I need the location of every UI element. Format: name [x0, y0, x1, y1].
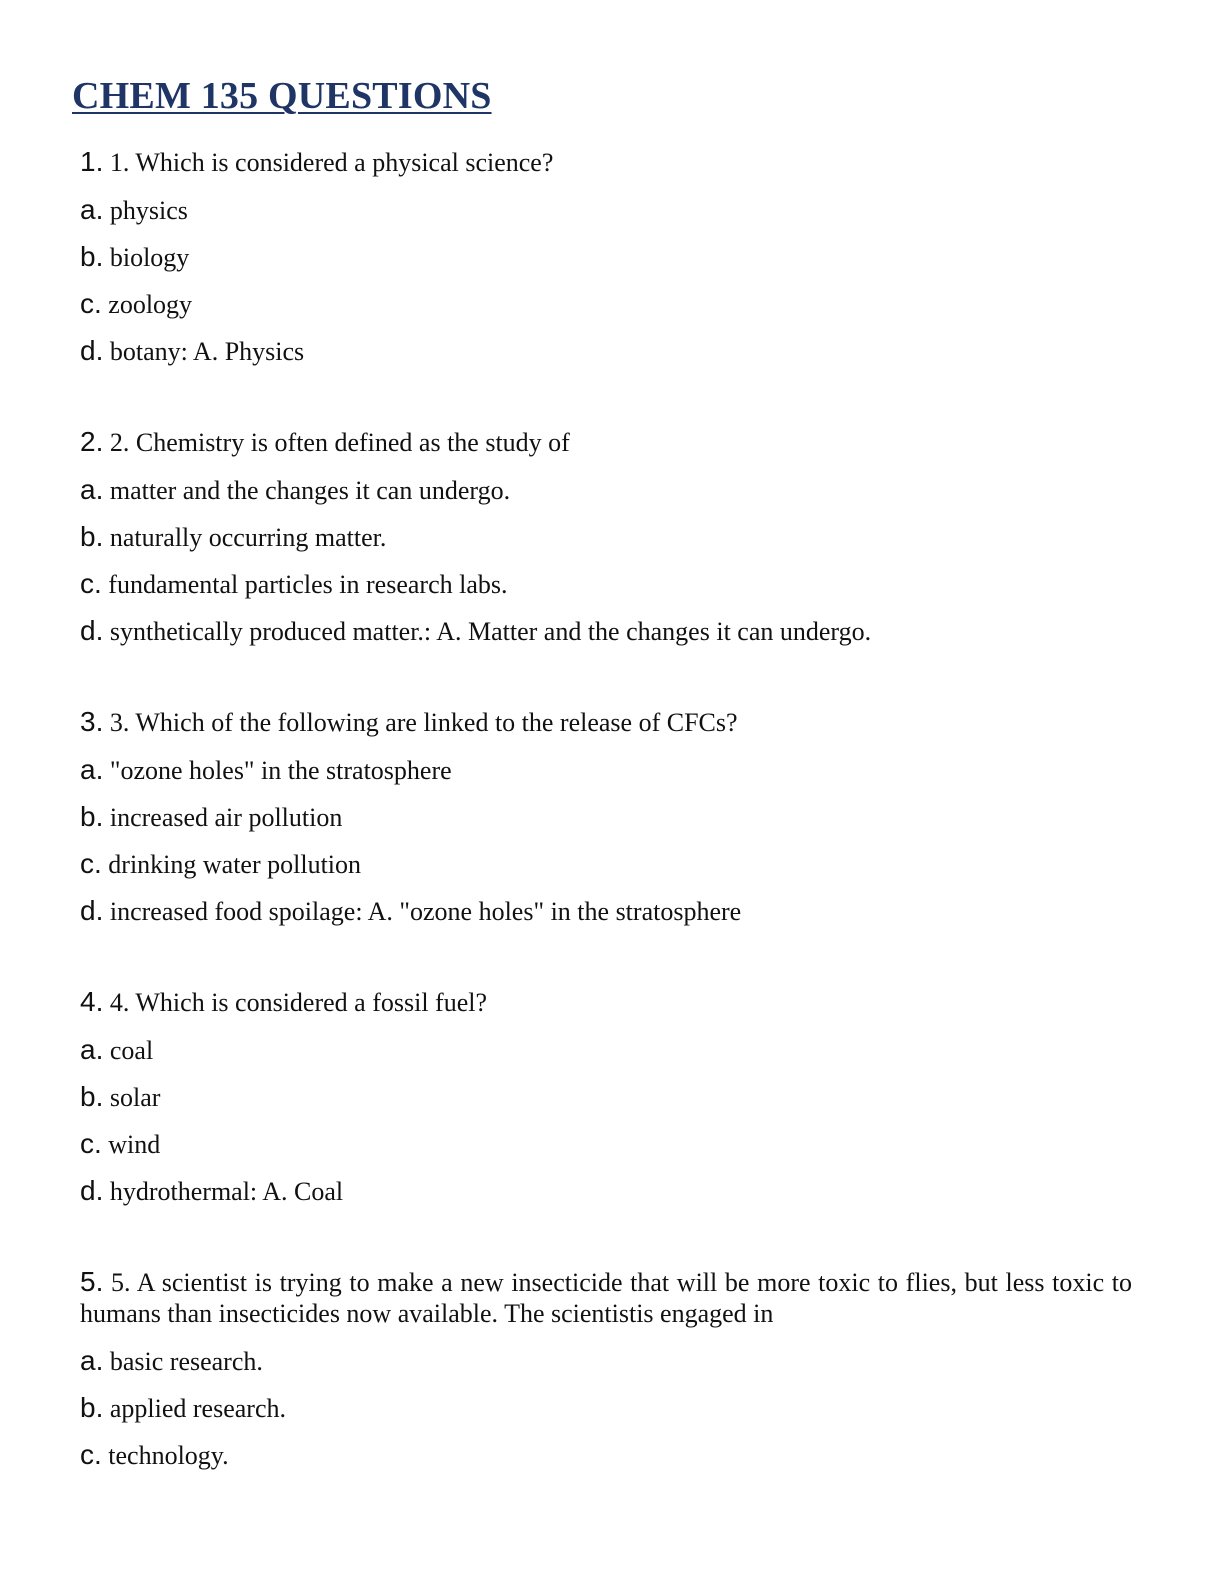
option-letter: a.: [80, 474, 104, 505]
question-text: [80, 1266, 1132, 1329]
option-letter: b.: [80, 241, 104, 272]
answer-option: [80, 1392, 1132, 1439]
option-letter: b.: [80, 1081, 104, 1112]
option-text: coal: [109, 1036, 154, 1065]
option-letter: a.: [80, 194, 104, 225]
option-letter: b.: [80, 1392, 104, 1423]
question-text: [80, 426, 1132, 458]
answer-option: [80, 895, 1132, 942]
question-block: [80, 1266, 1132, 1486]
question-stem: 1. Which is considered a physical science?: [109, 148, 554, 177]
question-text: [80, 146, 1132, 178]
option-text: zoology: [108, 290, 193, 319]
option-text: drinking water pollution: [108, 850, 362, 879]
option-letter: d.: [80, 335, 104, 366]
answer-option: [80, 288, 1132, 335]
option-letter: a.: [80, 754, 104, 785]
answer-option: [80, 474, 1132, 521]
option-text: increased food spoilage: A. "ozone holes" in the stratosphere: [109, 897, 742, 926]
answer-option: [80, 568, 1132, 615]
answer-option: [80, 1175, 1132, 1222]
option-text: hydrothermal: A. Coal: [109, 1177, 344, 1206]
option-letter: c.: [80, 288, 102, 319]
option-letter: b.: [80, 801, 104, 832]
question-block: [80, 986, 1132, 1222]
option-text: increased air pollution: [109, 803, 343, 832]
answer-option: [80, 848, 1132, 895]
question-text: [80, 706, 1132, 738]
option-text: synthetically produced matter.: A. Matter and the changes it can undergo.: [109, 617, 872, 646]
option-text: "ozone holes" in the stratosphere: [109, 756, 452, 785]
option-text: basic research.: [109, 1347, 263, 1376]
option-text: biology: [109, 243, 190, 272]
question-stem: 4. Which is considered a fossil fuel?: [109, 988, 487, 1017]
option-text: technology.: [108, 1441, 229, 1470]
answer-option: [80, 194, 1132, 241]
option-letter: d.: [80, 615, 104, 646]
option-text: physics: [109, 196, 188, 225]
option-text: matter and the changes it can undergo.: [109, 476, 511, 505]
page-title: CHEM 135 QUESTIONS: [72, 75, 492, 117]
question-number: 2.: [80, 426, 104, 457]
answer-option: [80, 241, 1132, 288]
question-stem: 5. A scientist is trying to make a new insecticide that will be more toxic to flies, but less toxic to humans than insecticides now available. The scientistis engaged in: [80, 1268, 1132, 1328]
answer-option: [80, 335, 1132, 382]
answer-option: [80, 754, 1132, 801]
option-letter: d.: [80, 1175, 104, 1206]
answer-option: [80, 1081, 1132, 1128]
option-text: wind: [108, 1130, 161, 1159]
option-letter: b.: [80, 521, 104, 552]
option-text: botany: A. Physics: [109, 337, 305, 366]
answer-option: [80, 801, 1132, 848]
question-stem: 3. Which of the following are linked to the release of CFCs?: [109, 708, 738, 737]
answer-option: [80, 615, 1132, 662]
option-text: naturally occurring matter.: [109, 523, 387, 552]
option-letter: c.: [80, 1439, 102, 1470]
question-block: [80, 426, 1132, 662]
option-letter: d.: [80, 895, 104, 926]
option-text: solar: [109, 1083, 161, 1112]
answer-option: [80, 1128, 1132, 1175]
option-letter: a.: [80, 1034, 104, 1065]
question-number: 3.: [80, 706, 104, 737]
question-block: [80, 706, 1132, 942]
option-letter: c.: [80, 848, 102, 879]
answer-option: [80, 1345, 1132, 1392]
option-letter: c.: [80, 1128, 102, 1159]
option-letter: a.: [80, 1345, 104, 1376]
question-number: 1.: [80, 146, 104, 177]
question-number: 5.: [80, 1266, 104, 1297]
answer-option: [80, 521, 1132, 568]
option-letter: c.: [80, 568, 102, 599]
question-block: [80, 146, 1132, 382]
answer-option: [80, 1034, 1132, 1081]
question-stem: 2. Chemistry is often defined as the study of: [109, 428, 570, 457]
question-number: 4.: [80, 986, 104, 1017]
option-text: fundamental particles in research labs.: [108, 570, 508, 599]
question-text: [80, 986, 1132, 1018]
answer-option: [80, 1439, 1132, 1486]
option-text: applied research.: [109, 1394, 286, 1423]
